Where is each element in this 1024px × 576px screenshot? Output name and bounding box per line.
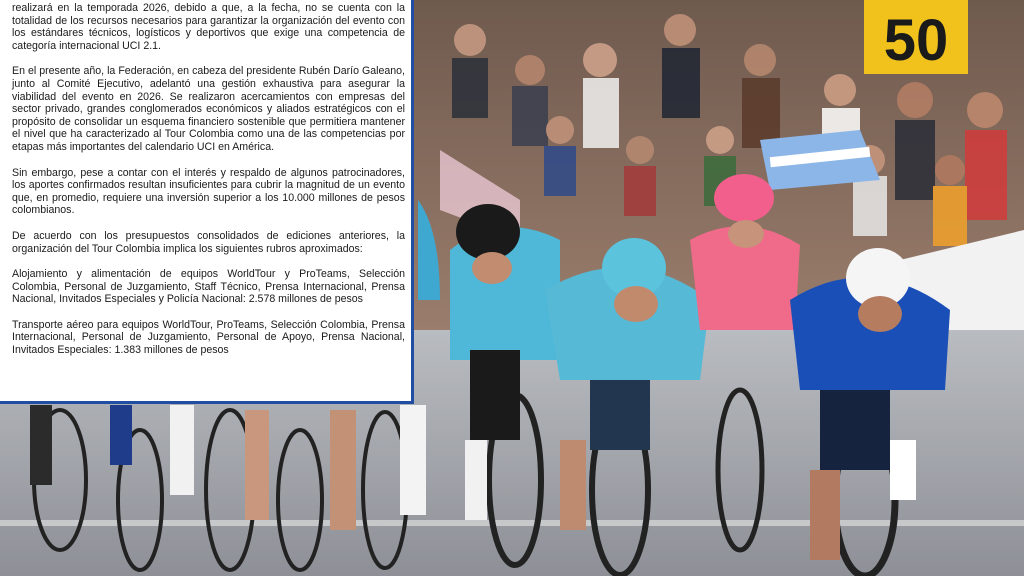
distance-sign-text: 50 [883, 8, 949, 73]
document-paragraph-3: Sin embargo, pese a contar con el interés y respaldo de algunos patrocinadores, los aportes confirmados resultan insuficientes para cubrir la magnitud de un evento que, en promedio, requiere una inversión superior a los 10.000 millones de pesos colombianos. [12, 166, 405, 217]
document-paragraph-2: En el presente año, la Federación, en cabeza del presidente Rubén Darío Galeano, junto al Comité Ejecutivo, adelantó una gestión exhaustiva para asegurar la viabilidad del evento en 2026. Se realizaron acercamientos con empresas del sector privado, grandes conglomerados económicos y aliados estratégicos con el propósito de consolidar un esquema financiero sostenible que permitiera mantener el nivel que ha caracterizado al Tour Colombia como una de las competencias por etapas más importantes del calendario UCI en América. [12, 65, 405, 153]
document-paragraph-4: De acuerdo con los presupuestos consolidados de ediciones anteriores, la organización del Tour Colombia implica los siguientes rubros aproximados: [12, 229, 405, 255]
document-paragraph-6: Transporte aéreo para equipos WorldTour, ProTeams, Selección Colombia, Prensa Internacional, Personal de Juzgamiento, Personal de Apoyo, Prensa Nacional, Invitados Especiales: 1.383 millones de pesos [12, 318, 405, 357]
document-excerpt [0, 0, 414, 404]
document-paragraph-5: Alojamiento y alimentación de equipos WorldTour y ProTeams, Selección Colombia, Personal de Juzgamiento, Staff Técnico, Prensa Internacional, Prensa Nacional, Invitados Especiales y Policía Nacional: 2.578 millones de pesos [12, 268, 405, 306]
document-paragraph-1: realizará en la temporada 2026, debido a que, a la fecha, no se cuenta con la totalidad de los recursos necesarios para garantizar la organización del evento con los estándares técnicos, logísticos y deportivos que exige una competencia de categoría internacional UCI 2.1. [12, 2, 405, 52]
